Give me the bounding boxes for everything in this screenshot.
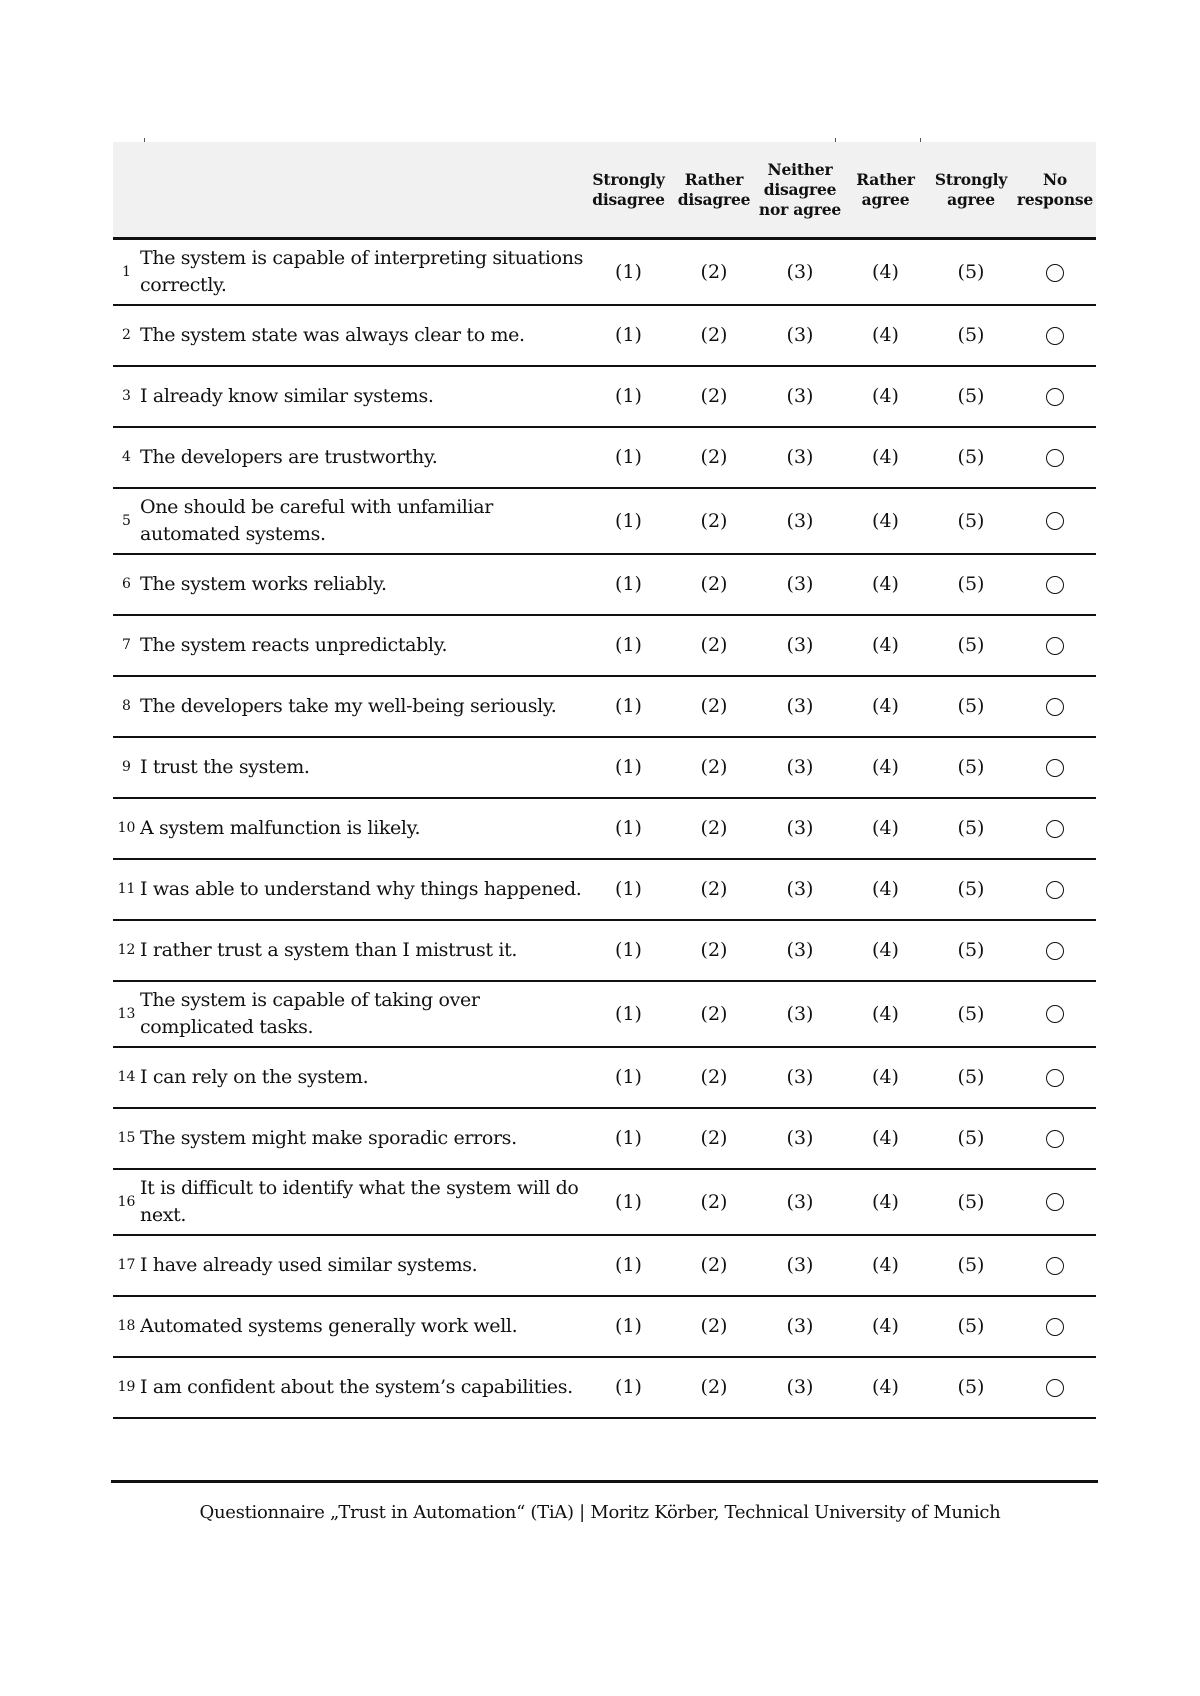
- scale-option-2[interactable]: (2): [671, 1357, 757, 1418]
- scale-option-3[interactable]: (3): [757, 798, 843, 859]
- scale-option-5[interactable]: (5): [928, 1357, 1014, 1418]
- scale-option-4[interactable]: (4): [843, 1235, 928, 1296]
- scale-option-5[interactable]: (5): [928, 427, 1014, 488]
- scale-option-3[interactable]: (3): [757, 737, 843, 798]
- item-number: 5: [113, 488, 140, 554]
- radio-circle-icon[interactable]: [1046, 820, 1064, 838]
- scale-option-4[interactable]: (4): [843, 615, 928, 676]
- questionnaire-table: [113, 142, 1096, 1419]
- scale-option-1[interactable]: (1): [586, 427, 671, 488]
- item-statement: I can rely on the system.: [140, 1047, 586, 1108]
- item-number: 11: [113, 859, 140, 920]
- radio-circle-icon[interactable]: [1046, 698, 1064, 716]
- scale-option-3[interactable]: (3): [757, 615, 843, 676]
- scale-option-5[interactable]: (5): [928, 676, 1014, 737]
- no-response-option[interactable]: [1014, 1235, 1096, 1296]
- item-statement: It is difficult to identify what the system will do next.: [140, 1169, 586, 1235]
- scale-option-4[interactable]: (4): [843, 1108, 928, 1169]
- item-statement: I rather trust a system than I mistrust it.: [140, 920, 586, 981]
- scale-option-3[interactable]: (3): [757, 859, 843, 920]
- scale-option-1[interactable]: (1): [586, 239, 671, 305]
- scale-option-1[interactable]: (1): [586, 920, 671, 981]
- scale-option-5[interactable]: (5): [928, 366, 1014, 427]
- scale-option-5[interactable]: (5): [928, 1169, 1014, 1235]
- item-statement: The system might make sporadic errors.: [140, 1108, 586, 1169]
- item-statement: I was able to understand why things happened.: [140, 859, 586, 920]
- item-number: 1: [113, 239, 140, 305]
- no-response-option[interactable]: [1014, 1047, 1096, 1108]
- no-response-option[interactable]: [1014, 239, 1096, 305]
- scale-option-1[interactable]: (1): [586, 1235, 671, 1296]
- scale-option-1[interactable]: (1): [586, 488, 671, 554]
- radio-circle-icon[interactable]: [1046, 942, 1064, 960]
- scale-option-3[interactable]: (3): [757, 366, 843, 427]
- radio-circle-icon[interactable]: [1046, 1379, 1064, 1397]
- no-response-option[interactable]: [1014, 1357, 1096, 1418]
- scale-option-2[interactable]: (2): [671, 1169, 757, 1235]
- scale-option-4[interactable]: (4): [843, 1047, 928, 1108]
- scale-option-3[interactable]: (3): [757, 239, 843, 305]
- scale-option-4[interactable]: (4): [843, 1296, 928, 1357]
- table-row: [113, 427, 1096, 488]
- item-number: 3: [113, 366, 140, 427]
- table-row: [113, 1169, 1096, 1235]
- scale-option-1[interactable]: (1): [586, 1357, 671, 1418]
- scale-option-5[interactable]: (5): [928, 1108, 1014, 1169]
- table-row: [113, 859, 1096, 920]
- radio-circle-icon[interactable]: [1046, 1069, 1064, 1087]
- scale-option-1[interactable]: (1): [586, 859, 671, 920]
- no-response-option[interactable]: [1014, 920, 1096, 981]
- item-number: 9: [113, 737, 140, 798]
- no-response-option[interactable]: [1014, 366, 1096, 427]
- table-row: [113, 1047, 1096, 1108]
- scale-option-5[interactable]: (5): [928, 981, 1014, 1047]
- scale-option-2[interactable]: (2): [671, 981, 757, 1047]
- scale-option-3[interactable]: (3): [757, 1357, 843, 1418]
- item-statement: I have already used similar systems.: [140, 1235, 586, 1296]
- header-strongly-disagree: Strongly disagree: [586, 142, 671, 239]
- scale-option-3[interactable]: (3): [757, 1108, 843, 1169]
- scale-option-3[interactable]: (3): [757, 1296, 843, 1357]
- table-row: [113, 1296, 1096, 1357]
- item-number: 4: [113, 427, 140, 488]
- radio-circle-icon[interactable]: [1046, 264, 1064, 282]
- item-statement: I trust the system.: [140, 737, 586, 798]
- item-number: 16: [113, 1169, 140, 1235]
- scale-option-2[interactable]: (2): [671, 676, 757, 737]
- scale-option-2[interactable]: (2): [671, 305, 757, 366]
- scale-option-4[interactable]: (4): [843, 1357, 928, 1418]
- radio-circle-icon[interactable]: [1046, 512, 1064, 530]
- table-row: [113, 488, 1096, 554]
- scale-option-4[interactable]: (4): [843, 920, 928, 981]
- scale-option-1[interactable]: (1): [586, 1169, 671, 1235]
- footer-divider: [111, 1480, 1098, 1483]
- item-number: 7: [113, 615, 140, 676]
- scale-option-4[interactable]: (4): [843, 1169, 928, 1235]
- table-row: [113, 920, 1096, 981]
- no-response-option[interactable]: [1014, 305, 1096, 366]
- scale-option-5[interactable]: (5): [928, 1235, 1014, 1296]
- table-row: [113, 554, 1096, 615]
- header-strongly-agree: Strongly agree: [928, 142, 1014, 239]
- scale-option-5[interactable]: (5): [928, 488, 1014, 554]
- radio-circle-icon[interactable]: [1046, 881, 1064, 899]
- scale-option-2[interactable]: (2): [671, 1108, 757, 1169]
- radio-circle-icon[interactable]: [1046, 576, 1064, 594]
- no-response-option[interactable]: [1014, 737, 1096, 798]
- item-statement: The system reacts unpredictably.: [140, 615, 586, 676]
- no-response-option[interactable]: [1014, 615, 1096, 676]
- scale-option-4[interactable]: (4): [843, 737, 928, 798]
- item-number: 15: [113, 1108, 140, 1169]
- no-response-option[interactable]: [1014, 859, 1096, 920]
- header-number-blank: [113, 142, 140, 239]
- scale-option-2[interactable]: (2): [671, 737, 757, 798]
- footer-citation: Questionnaire „Trust in Automation“ (TiA) | Moritz Körber, Technical University of Munich: [199, 1502, 1001, 1523]
- header-statement-blank: [140, 142, 586, 239]
- item-statement: Automated systems generally work well.: [140, 1296, 586, 1357]
- scale-option-5[interactable]: (5): [928, 1296, 1014, 1357]
- scale-option-1[interactable]: (1): [586, 366, 671, 427]
- header-neither: Neither disagree nor agree: [757, 142, 843, 239]
- scale-option-1[interactable]: (1): [586, 554, 671, 615]
- radio-circle-icon[interactable]: [1046, 1005, 1064, 1023]
- item-number: 6: [113, 554, 140, 615]
- no-response-option[interactable]: [1014, 1296, 1096, 1357]
- questionnaire-sheet: [113, 142, 1096, 1419]
- radio-circle-icon[interactable]: [1046, 1318, 1064, 1336]
- scale-option-5[interactable]: (5): [928, 798, 1014, 859]
- scale-option-4[interactable]: (4): [843, 554, 928, 615]
- scale-option-1[interactable]: (1): [586, 737, 671, 798]
- item-statement: The system is capable of taking over complicated tasks.: [140, 981, 586, 1047]
- scale-option-2[interactable]: (2): [671, 427, 757, 488]
- item-statement: A system malfunction is likely.: [140, 798, 586, 859]
- no-response-option[interactable]: [1014, 1108, 1096, 1169]
- table-row: [113, 366, 1096, 427]
- radio-circle-icon[interactable]: [1046, 388, 1064, 406]
- scale-option-4[interactable]: (4): [843, 676, 928, 737]
- radio-circle-icon[interactable]: [1046, 1130, 1064, 1148]
- scale-option-5[interactable]: (5): [928, 615, 1014, 676]
- item-number: 12: [113, 920, 140, 981]
- scale-option-1[interactable]: (1): [586, 676, 671, 737]
- scale-option-4[interactable]: (4): [843, 798, 928, 859]
- radio-circle-icon[interactable]: [1046, 759, 1064, 777]
- item-number: 18: [113, 1296, 140, 1357]
- item-number: 2: [113, 305, 140, 366]
- scale-option-5[interactable]: (5): [928, 305, 1014, 366]
- scale-option-3[interactable]: (3): [757, 920, 843, 981]
- item-number: 8: [113, 676, 140, 737]
- no-response-option[interactable]: [1014, 554, 1096, 615]
- scale-option-2[interactable]: (2): [671, 366, 757, 427]
- item-number: 13: [113, 981, 140, 1047]
- scale-option-2[interactable]: (2): [671, 239, 757, 305]
- scale-option-5[interactable]: (5): [928, 920, 1014, 981]
- scale-option-2[interactable]: (2): [671, 615, 757, 676]
- scale-option-3[interactable]: (3): [757, 1169, 843, 1235]
- table-row: [113, 737, 1096, 798]
- scale-option-4[interactable]: (4): [843, 305, 928, 366]
- scale-option-5[interactable]: (5): [928, 1047, 1014, 1108]
- table-row: [113, 981, 1096, 1047]
- questionnaire-items: [113, 239, 1096, 1418]
- no-response-option[interactable]: [1014, 676, 1096, 737]
- scale-option-5[interactable]: (5): [928, 737, 1014, 798]
- scale-option-3[interactable]: (3): [757, 305, 843, 366]
- table-row: [113, 305, 1096, 366]
- scale-option-4[interactable]: (4): [843, 239, 928, 305]
- table-row: [113, 1108, 1096, 1169]
- scale-option-2[interactable]: (2): [671, 1235, 757, 1296]
- table-row: [113, 676, 1096, 737]
- scale-option-3[interactable]: (3): [757, 1047, 843, 1108]
- scale-option-5[interactable]: (5): [928, 554, 1014, 615]
- scale-option-2[interactable]: (2): [671, 488, 757, 554]
- no-response-option[interactable]: [1014, 488, 1096, 554]
- scale-option-3[interactable]: (3): [757, 676, 843, 737]
- item-statement: The system is capable of interpreting situations correctly.: [140, 239, 586, 305]
- item-number: 10: [113, 798, 140, 859]
- table-row: [113, 1357, 1096, 1418]
- radio-circle-icon[interactable]: [1046, 327, 1064, 345]
- scale-option-5[interactable]: (5): [928, 859, 1014, 920]
- header-rather-agree: Rather agree: [843, 142, 928, 239]
- item-statement: The developers take my well-being seriously.: [140, 676, 586, 737]
- scale-option-4[interactable]: (4): [843, 981, 928, 1047]
- scale-option-4[interactable]: (4): [843, 859, 928, 920]
- table-row: [113, 239, 1096, 305]
- scale-option-1[interactable]: (1): [586, 305, 671, 366]
- item-statement: One should be careful with unfamiliar automated systems.: [140, 488, 586, 554]
- radio-circle-icon[interactable]: [1046, 1193, 1064, 1211]
- scale-option-1[interactable]: (1): [586, 615, 671, 676]
- scale-option-3[interactable]: (3): [757, 427, 843, 488]
- radio-circle-icon[interactable]: [1046, 1257, 1064, 1275]
- no-response-option[interactable]: [1014, 981, 1096, 1047]
- header-no-response: No response: [1014, 142, 1096, 239]
- scale-option-3[interactable]: (3): [757, 981, 843, 1047]
- header-rather-disagree: Rather disagree: [671, 142, 757, 239]
- scale-option-4[interactable]: (4): [843, 488, 928, 554]
- item-statement: I am confident about the system’s capabilities.: [140, 1357, 586, 1418]
- scale-option-2[interactable]: (2): [671, 859, 757, 920]
- item-number: 19: [113, 1357, 140, 1418]
- table-header-row: [113, 142, 1096, 239]
- table-row: [113, 798, 1096, 859]
- scale-option-1[interactable]: (1): [586, 1108, 671, 1169]
- item-number: 14: [113, 1047, 140, 1108]
- scale-option-4[interactable]: (4): [843, 427, 928, 488]
- scale-option-1[interactable]: (1): [586, 1047, 671, 1108]
- scale-option-3[interactable]: (3): [757, 554, 843, 615]
- item-statement: The system works reliably.: [140, 554, 586, 615]
- item-statement: The developers are trustworthy.: [140, 427, 586, 488]
- scale-option-1[interactable]: (1): [586, 798, 671, 859]
- table-row: [113, 615, 1096, 676]
- item-statement: The system state was always clear to me.: [140, 305, 586, 366]
- scale-option-3[interactable]: (3): [757, 1235, 843, 1296]
- scale-option-2[interactable]: (2): [671, 1296, 757, 1357]
- radio-circle-icon[interactable]: [1046, 637, 1064, 655]
- scale-option-2[interactable]: (2): [671, 798, 757, 859]
- no-response-option[interactable]: [1014, 1169, 1096, 1235]
- scale-option-2[interactable]: (2): [671, 1047, 757, 1108]
- scale-option-5[interactable]: (5): [928, 239, 1014, 305]
- item-number: 17: [113, 1235, 140, 1296]
- radio-circle-icon[interactable]: [1046, 449, 1064, 467]
- scale-option-2[interactable]: (2): [671, 920, 757, 981]
- no-response-option[interactable]: [1014, 798, 1096, 859]
- scale-option-2[interactable]: (2): [671, 554, 757, 615]
- table-row: [113, 1235, 1096, 1296]
- scale-option-1[interactable]: (1): [586, 981, 671, 1047]
- scale-option-4[interactable]: (4): [843, 366, 928, 427]
- scale-option-3[interactable]: (3): [757, 488, 843, 554]
- item-statement: I already know similar systems.: [140, 366, 586, 427]
- no-response-option[interactable]: [1014, 427, 1096, 488]
- scale-option-1[interactable]: (1): [586, 1296, 671, 1357]
